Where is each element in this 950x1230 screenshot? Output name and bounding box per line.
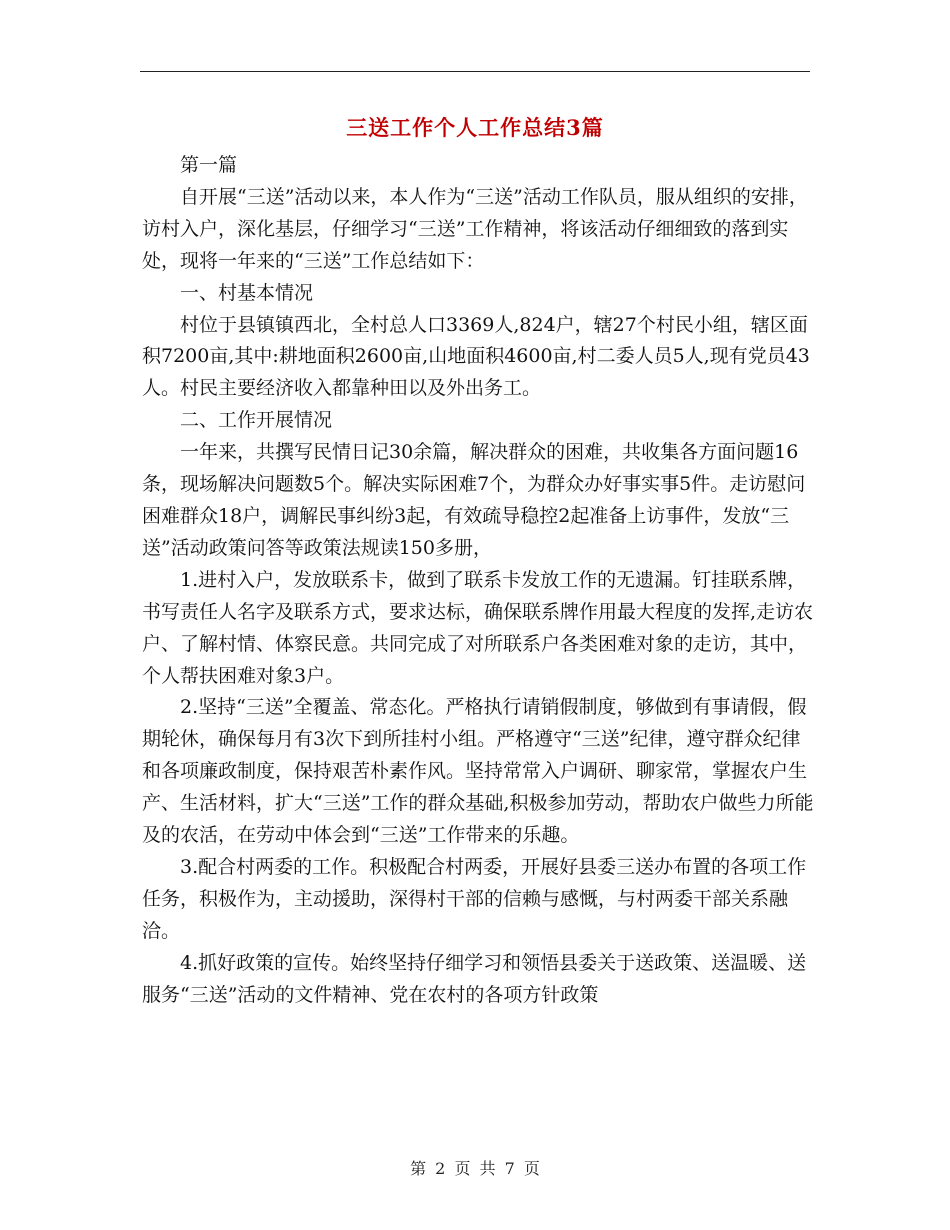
list-item: 3.配合村两委的工作。积极配合村两委，开展好县委三送办布置的各项工作任务，积极作为，主动援助，深得村干部的信赖与感慨，与村两委干部关系融洽。: [142, 855, 807, 942]
body-paragraph: 村位于县镇镇西北，全村总人口3369人,824户，辖27个村民小组，辖区面积7200亩,其中:耕地面积2600亩,山地面积4600亩,村二委人员5人,现有党员43人。村民主要经济收入都靠种田以及外出务工。: [142, 313, 810, 400]
section-heading: 二、工作开展情况: [180, 409, 333, 432]
document-body: [142, 150, 814, 1011]
header-rule: [140, 71, 810, 72]
page-number: 第 2 页 共 7 页: [410, 1159, 540, 1178]
section-heading: 第一篇: [180, 154, 238, 176]
list-item: 2.坚持“三送”全覆盖、常态化。严格执行请销假制度，够做到有事请假，假期轮休，确保每月有3次下到所挂村小组。严格遵守“三送”纪律，遵守群众纪律和各项廉政制度，保持艰苦朴素作风。坚持常常入户调研、聊家常，掌握农户生产、生活材料，扩大“三送”工作的群众基础,积极参加劳动，帮助农户做些力所能及的农活，在劳动中体会到“三送”工作带来的乐趣。: [142, 696, 814, 847]
document-title: 三送工作个人工作总结3篇: [346, 115, 604, 140]
intro-paragraph: 自开展“三送”活动以来，本人作为“三送”活动工作队员，服从组织的安排，访村入户，深化基层，仔细学习“三送”工作精神，将该活动仔细细致的落到实处，现将一年来的“三送”工作总结如下：: [142, 185, 808, 272]
list-item: 4.抓好政策的宣传。始终坚持仔细学习和领悟县委关于送政策、送温暖、送服务“三送”活动的文件精神、党在农村的各项方针政策: [142, 951, 807, 1006]
body-paragraph: 一年来，共撰写民情日记30余篇，解决群众的困难，共收集各方面问题16条，现场解决问题数5个。解决实际困难7个，为群众办好事实事5件。走访慰问困难群众18户，调解民事纠纷3起，有效疏导稳控2起准备上访事件，发放“三送”活动政策问答等政策法规读150多册，: [142, 441, 806, 559]
list-item: 1.进村入户，发放联系卡，做到了联系卡发放工作的无遗漏。钉挂联系牌，书写责任人名字及联系方式，要求达标，确保联系牌作用最大程度的发挥,走访农户、了解村情、体察民意。共同完成了对所联系户各类困难对象的走访，其中，个人帮扶困难对象3户。: [142, 568, 814, 687]
section-heading: 一、村基本情况: [180, 281, 314, 304]
